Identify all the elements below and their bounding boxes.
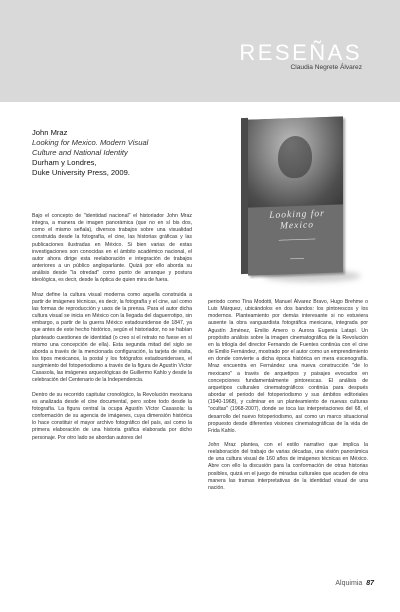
journal-name: Alquimia [335,580,363,587]
paragraph: periodo como Tina Modotti, Manuel Álvarez Bravo, Hugo Brehme o Luis Márquez, ubicándolos en dos bandos: los pintorescos y los modernos. Planteamiento por demás interesante si no estuviera ausente la obra vanguardista fotográfica mexicana, integrada por Agustín Jiménez, Emilio Amero o Aurora Eugenia Latapí. Un propósito análisis sobre la imagen cinematográfica de la Revolución en la trilogía del director Fernando de Fuentes continúa con el cine de Emilio Fernández, mostrado por el autor como un emprendimiento en donde convierte a dicha época histórica en mera escenografía. Mraz encuentra en Fernández una nueva construcción "de lo mexicano" a través de arquetipos y paisajes evocados en concepciones fundamentalmente pintorescas. El análisis de arquetipos culturales cinematográficos continúa para después abordar el periodo del fotoperiodismo y sus ámbitos editoriales (1940-1968), y culminar en un planteamiento de nuevas culturas "ocultas" (1968-2007), donde se toca las interpretaciones del 68, el desarrollo del nuevo fotoperiodismo, así como un marco situacional propuesto desde diferentes visiones cinematográficas de la vida de Frida Kahlo. [208,299,368,434]
paragraph: Bajo el concepto de "identidad nacional" el historiador John Mraz integra, a manera de imagen panorámica (que no en sí bis dos, como el mismo señala), diversos trabajos sobre una visualidad construida desde la fotografía, el cine, las historias gráficas y las publicaciones ilustradas en México. Si bien varias de estas investigaciones son conocidas en el ámbito académico nacional, el autor ahora dirige esta reelaboración e integración de trabajos anteriores a un público angloparlante. Quizá por ello aborda su análisis desde "la otredad" como punto de arranque y postura ideológica, es decir, desde la óptica de quien mira de fuera. [32,213,192,284]
bibliographic-reference [32,128,232,178]
paragraph: Dentro de su recorrido capitular cronológico, la Revolución mexicana es analizada desde el cine documental, pero sobre todo desde la fotografía. La figura central la ocupa Agustín Víctor Casasola: la conformación de su agencia de imágenes, cuya dimensión histórica lo hace constituir el mayor archivo fotográfico del país, así como la primera elaboración de una historia gráfica elaborada por dicho personaje. Por otro lado se abordan autores del [32,391,192,441]
text-column-right [208,299,368,499]
book-cover [248,116,343,275]
book-author: John Mraz [32,128,68,137]
book-spine [241,118,248,274]
book-title-line-1: Looking for Mexico. Modern Visual [32,138,149,147]
section-title: RESEÑAS [239,40,362,65]
cover-author-mark: ━━━━━━ [290,256,304,262]
cover-subtitle-lines: ━━━━━━━━━━━━━━━━ [278,237,316,243]
cover-figure [278,135,312,178]
review-author: Claudia Negrete Álvarez [290,64,362,71]
paragraph: John Mraz plantea, con el estilo narrativo que implica la reelaboración del trabajo de varias décadas, una visión panorámica de una cultura visual de 160 años de imágenes técnicas en México. Abre con ello la discusión para la conformación de otras historias posibles, quizá en el juego de miradas culturales que acuden de otra manera las tramas interpretativas de la identidad visual de una nación. [208,441,368,491]
book-title-line-2: Culture and National Identity [32,148,128,157]
cover-title: Looking for Mexico [269,208,325,232]
page-number: 87 [366,580,374,587]
text-column-left [32,213,192,449]
page-footer [335,580,374,587]
book-publisher: Duke University Press, 2009. [32,168,130,177]
book-place: Durham y Londres, [32,158,97,167]
paragraph: Mraz define la cultura visual moderna como aquella construida a partir de imágenes técnicas, es decir, la fotografía y el cine, así como las formas de reproducción y usos de la prensa. Para el autor dicha cultura visual se inicia en México con la llegada del daguerrotipo, sin embargo, a partir de la guerra México estadounidense de 1847, ya que antes de este hecho histórico, según el historiador, no se habían planteado cuestiones de identidad (o creo si el retrato no fuese en sí mismo una concepción de ella). Esta segunda mitad del siglo se aborda a través de la mencionada configuración, la tarjeta de visita, los tipos mexicanos, la postal y los fotógrafos estadounidenses, el surgimiento del fotoperiodismo a través de la figura de Agustín Víctor Casasola, las imágenes arqueológicas de Guillermo Kahlo y desde la celebración del Centenario de la Independencia. [32,291,192,384]
book-cover-image [241,112,361,284]
